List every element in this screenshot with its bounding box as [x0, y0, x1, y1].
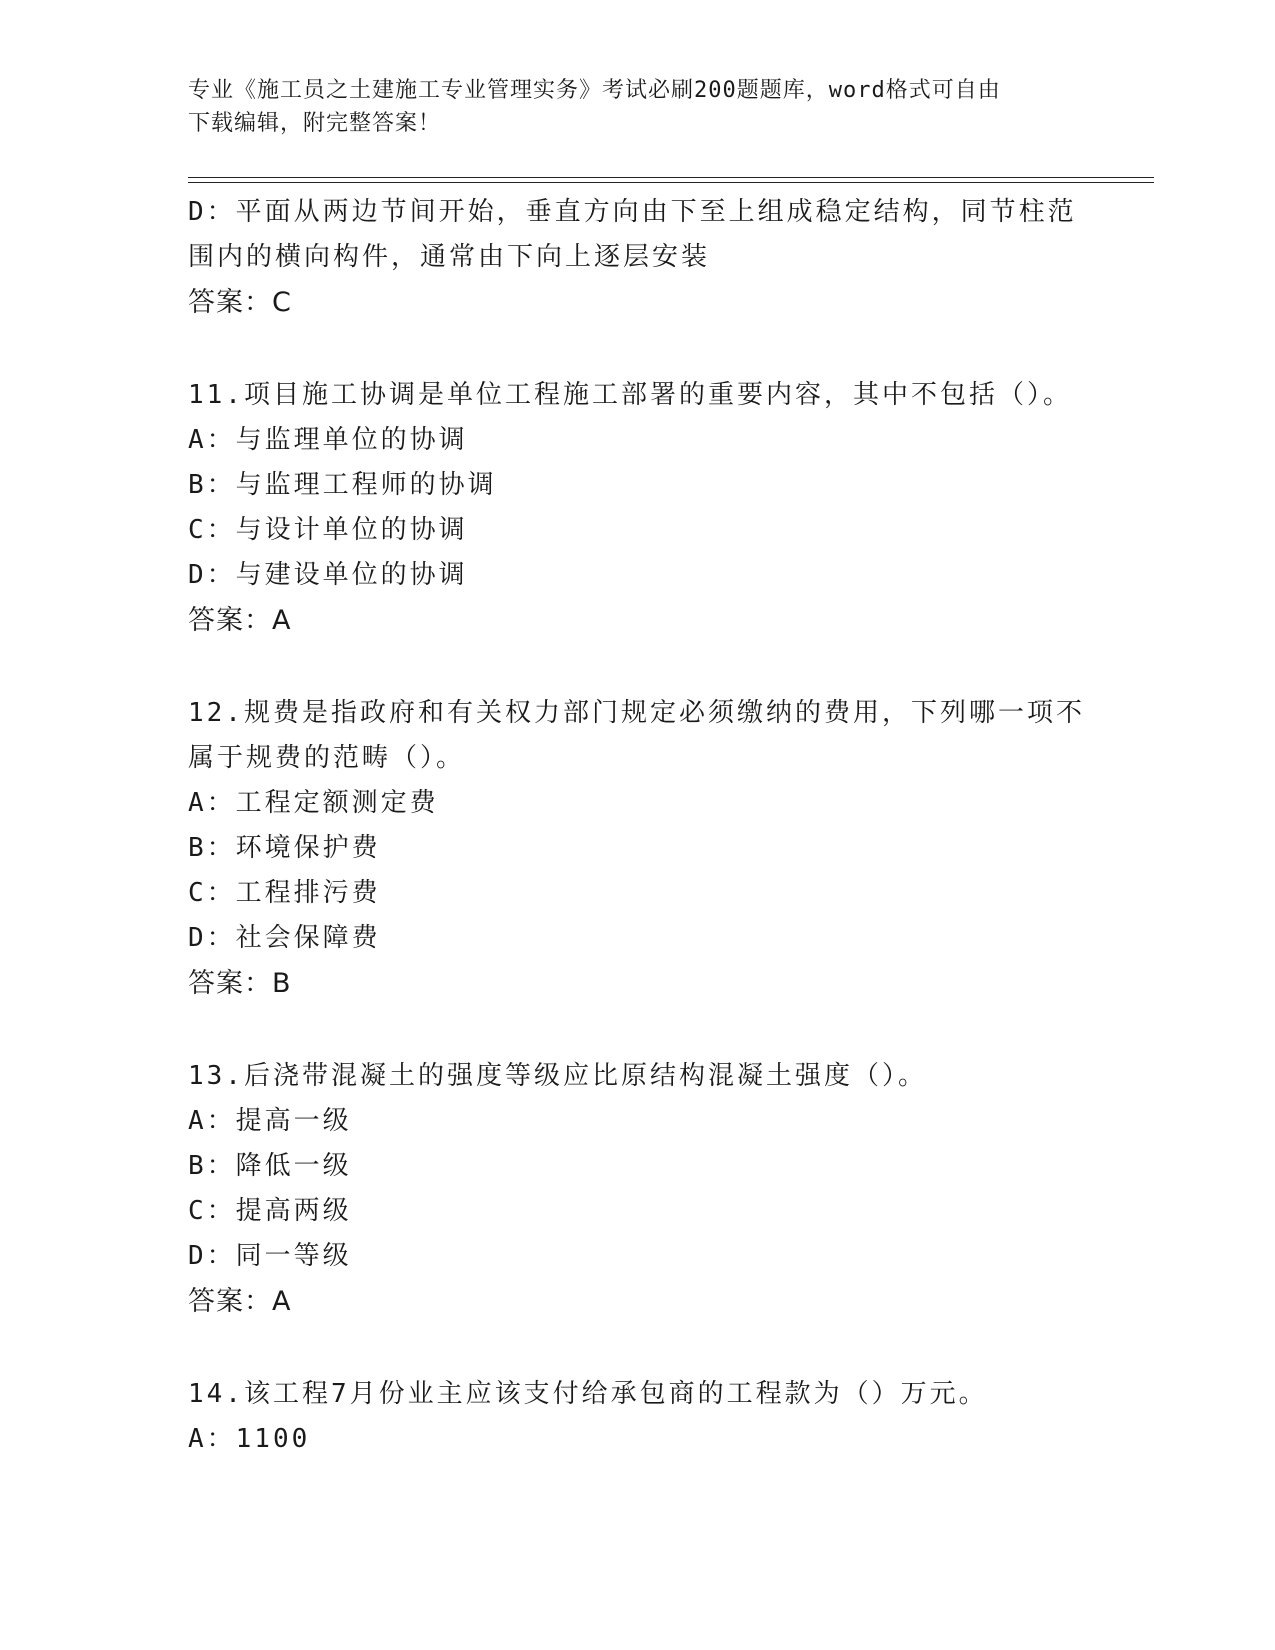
option-b: B：与监理工程师的协调: [188, 470, 497, 500]
header-divider-bottom: [188, 182, 1154, 183]
header-title-line-1: 专业《施工员之土建施工专业管理实务》考试必刷200题题库，word格式可自由: [188, 78, 1001, 103]
question-10-tail: [188, 190, 1088, 325]
option-d: D：平面从两边节间开始，垂直方向由下至上组成稳定结构，同节柱范: [188, 197, 1077, 227]
question-stem: 11.项目施工协调是单位工程施工部署的重要内容，其中不包括（）。: [188, 380, 1072, 410]
question-11: [188, 373, 1088, 643]
question-14: [188, 1372, 1088, 1462]
document-header: [188, 74, 1068, 140]
option-d: D：与建设单位的协调: [188, 560, 468, 590]
option-a: A：工程定额测定费: [188, 788, 439, 818]
answer: 答案：A: [188, 605, 292, 636]
option-d: D：社会保障费: [188, 923, 381, 953]
question-stem: 14.该工程7月份业主应该支付给承包商的工程款为（）万元。: [188, 1379, 988, 1409]
answer: 答案：A: [188, 1286, 292, 1317]
option-c: C：提高两级: [188, 1196, 352, 1226]
question-12: [188, 691, 1088, 1006]
option-d: D：同一等级: [188, 1241, 352, 1271]
header-title-line-2: 下载编辑，附完整答案！: [188, 111, 442, 136]
option-c: C：工程排污费: [188, 878, 381, 908]
answer: 答案：B: [188, 968, 292, 999]
option-d-continued: 围内的横向构件，通常由下向上逐层安装: [188, 242, 711, 272]
question-list: [188, 190, 1088, 1462]
option-c: C：与设计单位的协调: [188, 515, 468, 545]
option-a: A：与监理单位的协调: [188, 425, 468, 455]
header-divider-top: [188, 177, 1154, 178]
question-13: [188, 1054, 1088, 1324]
question-stem-continued: 属于规费的范畴（）。: [188, 743, 466, 773]
option-b: B：环境保护费: [188, 833, 381, 863]
answer: 答案：C: [188, 287, 292, 318]
option-a: A：1100: [188, 1424, 311, 1454]
option-b: B：降低一级: [188, 1151, 352, 1181]
question-stem: 13.后浇带混凝土的强度等级应比原结构混凝土强度（）。: [188, 1061, 927, 1091]
option-a: A：提高一级: [188, 1106, 352, 1136]
question-stem: 12.规费是指政府和有关权力部门规定必须缴纳的费用，下列哪一项不: [188, 698, 1085, 728]
